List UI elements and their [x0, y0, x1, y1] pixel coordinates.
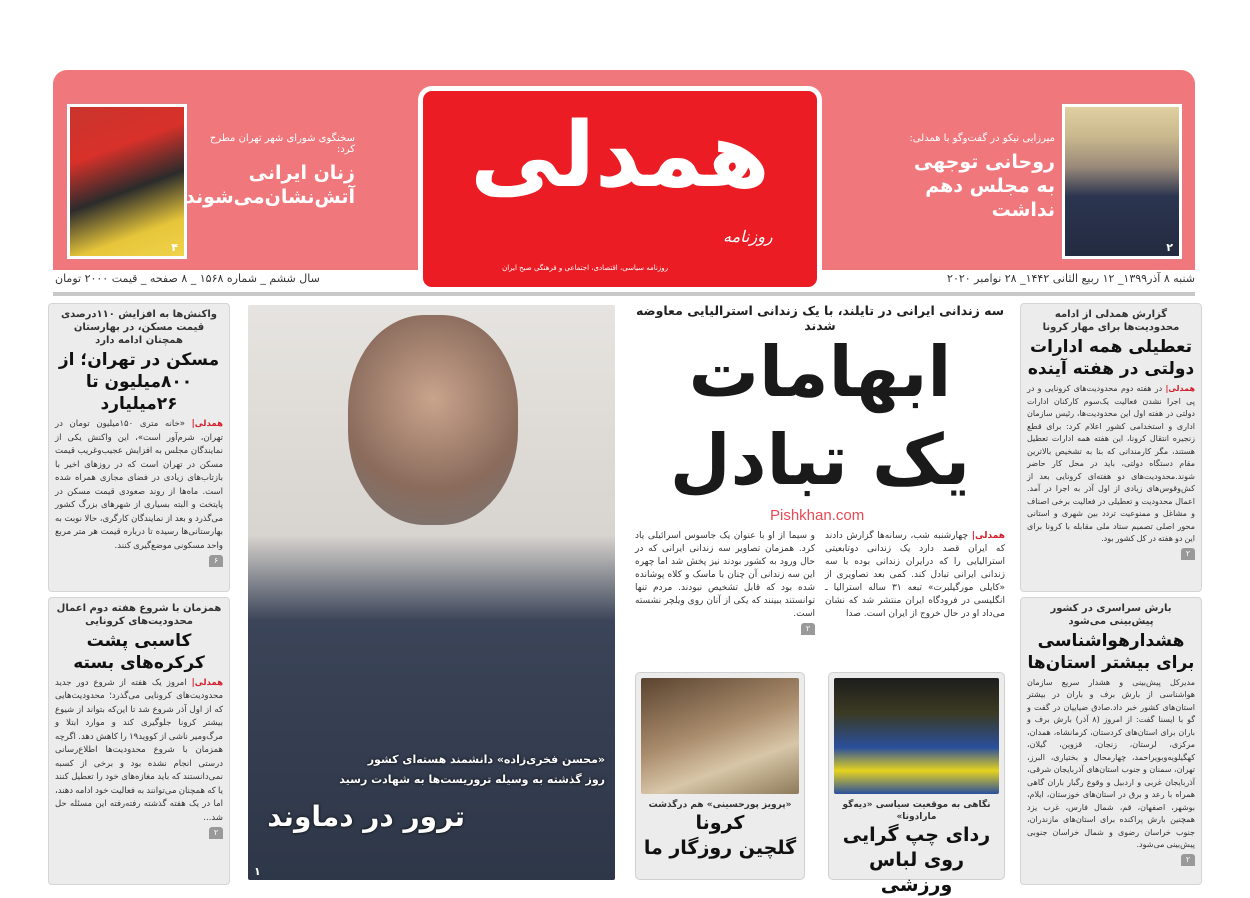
article-body: و سیما از او با عنوان یک جاسوس اسرائیلی یاد کرد. همزمان تصاویر سه زندانی ایرانی که در حال ورود به کشور بودند نیز پخش شد اما چهره این سه زندانی آن چنان با ماسک و کلاه پوشانده شده بود که قابل تشخیص نبودند. مردم تنها توانستند ببینند که یکی از آنان روی ویلچر نشسته است. — [635, 531, 815, 619]
page-number: ۶ — [209, 555, 223, 567]
article-housing[interactable] — [48, 303, 230, 592]
newspaper-logo[interactable] — [418, 86, 822, 292]
lead-headline-line: یک تبادل — [669, 419, 971, 501]
article-kicker: بارش سراسری در کشور پیش‌بینی می‌شود — [1050, 602, 1172, 627]
lead-kicker: سه زندانی ایرانی در تایلند، با یک زندانی استرالیایی معاوضه شدند — [635, 303, 1005, 333]
article-body: امروز یک هفته از شروع دور جدید محدودیت‌های کرونایی می‌گذرد؛ محدودیت‌هایی که از اول آذر شروع شد تا این‌که بتواند از شیوع بیشتر کرونا جلوگیری کند و موارد ابتلا و مرگ‌ومیر ناشی از کووید۱۹ را کاهش دهد. اگرچه همزمان با شروع محدودیت‌ها اطلاع‌رسانی درستی انجام نشده بود و برخی از کسبه نمی‌دانستند که باید مغازه‌های خود را تعطیل کنند یا که همچنان می‌توانند به فعالیت خود ادامه دهند، اما در یک هفته گذشته رفته‌رفته این مسئله حل شد... — [55, 677, 223, 823]
lead-body-column — [635, 530, 815, 635]
article-kicker: گزارش همدلی از ادامه محدودیت‌ها برای مهار کرونا — [1042, 309, 1180, 333]
article-weather-warning[interactable] — [1020, 597, 1202, 886]
box-headline: کرونا — [695, 812, 745, 834]
teaser-headline: روحانی توجهی — [913, 151, 1055, 173]
photo-caption: «محسن فخری‌زاده» دانشمند هسته‌ای کشور — [367, 753, 605, 766]
teaser-kicker: سخنگوی شورای شهر تهران مطرح کرد: — [209, 133, 355, 155]
byline: همدلی| — [191, 419, 223, 429]
firefighter-photo[interactable] — [67, 104, 187, 259]
article-headline: کاسبی پشت کرکره‌های بسته — [73, 630, 205, 673]
lead-headline[interactable] — [635, 328, 1005, 504]
article-offices-closed[interactable] — [1020, 303, 1202, 592]
logo-tagline: روزنامه سیاسی، اقتصادی، اجتماعی و فرهنگی صبح ایران — [502, 264, 668, 272]
teaser-kicker: میرزایی نیکو در گفت‌وگو با همدلی: — [909, 133, 1055, 144]
byline: همدلی| — [1165, 384, 1196, 393]
issue-date: شنبه ۸ آذر۱۳۹۹_ ۱۲ ربیع الثانی ۱۴۴۲_ ۲۸ نوامبر ۲۰۲۰ — [947, 272, 1195, 285]
article-body: در هفته دوم محدودیت‌های کرونایی و در پی اجرا نشدن فعالیت یک‌سوم کارکنان ادارات دولتی در هفته اول این محدودیت‌ها، رئیس سازمان اداری و استخدامی کشور اعلام کرد: برای قطع زنجیره انتقال کرونا، این هفته همه ادارات تعطیل هستند، مگر کارمندانی که بنا به تشخیص بالاترین مقام دستگاه دولتی، باید در محل کار حاضر شوند.محدودیت‌های دو هفته‌ای کرونایی بعد از کش‌وقوس‌های زیادی از اول آذر به اجرا در آمد. اعمال محدودیت و تعطیلی در فعالیت برخی اصناف و مشاغل و ممنوعیت تردد بین شهری و استانی محور اصلی تصمیم ستاد ملی مقابله با کرونا برای این دو هفته در کل کشور بود. — [1027, 384, 1195, 543]
right-teaser[interactable] — [905, 133, 1055, 222]
article-body: مدیرکل پیش‌بینی و هشدار سریع سازمان هواشناسی از بارش برف و باران در بیشتر استان‌های کشور خبر داد.صادق ضیاییان در گفت و گو با ایسنا گفت: از امروز (۸ آذر) بارش برف و باران برای استان‌های کردستان، کرمانشاه، همدان، مرکزی، لرستان، زنجان، قزوین، گیلان، کهگیلویه‌وبویراحمد، چهارمحال و بختیاری، البرز، تهران، سمنان و جنوب استان‌های آذربایجان شرقی، آذربایجان غربی و اردبیل و وقوع رگبار باران گاهی همراه با رعد و برق در استان‌های خوزستان، ایلام، بوشهر، اصفهان، قم، شمال فارس، غرب یزد همچنین بارش پراکنده برای استان‌های مازندران، جنوب خراسان رضوی و شمال خراسان جنوبی پیش‌بینی می‌شود. — [1027, 677, 1196, 849]
logo-prefix: روزنامه — [723, 227, 773, 246]
left-column — [48, 303, 230, 885]
teaser-headline: به مجلس دهم نداشت — [925, 175, 1055, 221]
page-number: ۲ — [801, 623, 815, 635]
box-kicker: نگاهی به موقعیت سیاسی «دیه‌گو مارادونا» — [842, 800, 991, 822]
photo-box-maradona[interactable] — [828, 672, 1005, 896]
actor-photo — [641, 678, 799, 794]
byline: همدلی| — [191, 677, 224, 688]
issue-info: سال ششم _ شماره ۱۵۶۸ _ ۸ صفحه _ قیمت ۲۰۰۰ تومان — [55, 272, 320, 285]
page-number: ۲ — [209, 827, 223, 839]
article-headline: تعطیلی همه ادارات دولتی در هفته آینده — [1027, 337, 1195, 379]
right-column — [1020, 303, 1202, 885]
lead-body-column — [825, 530, 1005, 621]
logo-wordmark: همدلی — [470, 103, 770, 208]
lead-headline-line: ابهامات — [688, 331, 952, 413]
page-number: ۲ — [1181, 548, 1195, 560]
page-number: ۴ — [171, 241, 178, 254]
photo-box-obituary[interactable] — [635, 672, 805, 880]
page-number: ۱ — [254, 865, 261, 878]
portrait-head — [348, 315, 518, 525]
maradona-photo — [834, 678, 999, 794]
article-body: «خانه متری ۱۵۰میلیون تومان در تهران، شرم‌آور است»، این واکنش یکی از نمایندگان مجلس به افزایش عجیب‌وغریب قیمت مسکن در تهران است که در روزهای اخیر با بازتاب‌های زیادی در فضای مجازی همراه شده است. ماه‌ها از روند صعودی قیمت مسکن در پایتخت و البته بسیاری از شهرهای بزرگ کشور می‌گذرد و بعد از نمایندگان کارگری، حالا نوبت به بهارستانی‌ها رسیده تا درباره قیمت هر متر مربع واحد مسکونی موضع‌گیری کنند. — [55, 419, 223, 551]
watermark: Pishkhan.com — [770, 507, 865, 524]
article-kicker: همزمان با شروع هفته دوم اعمال محدودیت‌های کرونایی — [56, 602, 222, 627]
photo-caption: روز گذشته به وسیله تروریست‌ها به شهادت رسید — [339, 773, 605, 786]
portrait-photo[interactable] — [1062, 104, 1182, 259]
left-teaser[interactable] — [184, 133, 355, 209]
page-number: ۲ — [1166, 241, 1173, 254]
box-headline: روی لباس ورزشی — [868, 849, 965, 896]
article-body: چهارشنبه شب، رسانه‌ها گزارش دادند که ایران قصد دارد یک زندانی دوتابعیتی استرالیایی را که درایران زندانی بوده با سه زندانی ایرانی تبادل کند. کمی بعد تصاویری از «کایلی مورگیلبرت» تبعه ۳۱ ساله استرالیا ـ انگلیسی در فرودگاه ایران منتشر شد که نشان می‌داد او در حال خروج از ایران است. صدا — [825, 531, 1005, 619]
box-kicker: «پرویز پورحسینی» هم درگذشت — [648, 800, 792, 810]
article-headline: هشدارهواشناسی برای بیشتر استان‌ها — [1027, 630, 1195, 673]
teaser-headline: آتش‌نشان‌می‌شوند — [184, 186, 355, 208]
article-business[interactable] — [48, 597, 230, 886]
box-headline: گلچین روزگار ما — [643, 837, 797, 859]
teaser-headline: زنان ایرانی — [248, 162, 355, 184]
photo-headline: ترور در دماوند — [267, 800, 465, 833]
byline: همدلی| — [971, 531, 1005, 541]
header-divider — [53, 292, 1195, 296]
article-headline: مسکن در تهران؛ از ۸۰۰میلیون تا ۲۶میلیارد — [58, 350, 220, 414]
page-number: ۲ — [1181, 854, 1195, 866]
box-headline: ردای چپ گرایی — [842, 824, 991, 846]
main-photo-story[interactable] — [248, 305, 615, 880]
article-kicker: واکنش‌ها به افزایش ۱۱۰درصدی قیمت مسکن، در بهارستان همچنان ادامه دارد — [61, 309, 217, 346]
